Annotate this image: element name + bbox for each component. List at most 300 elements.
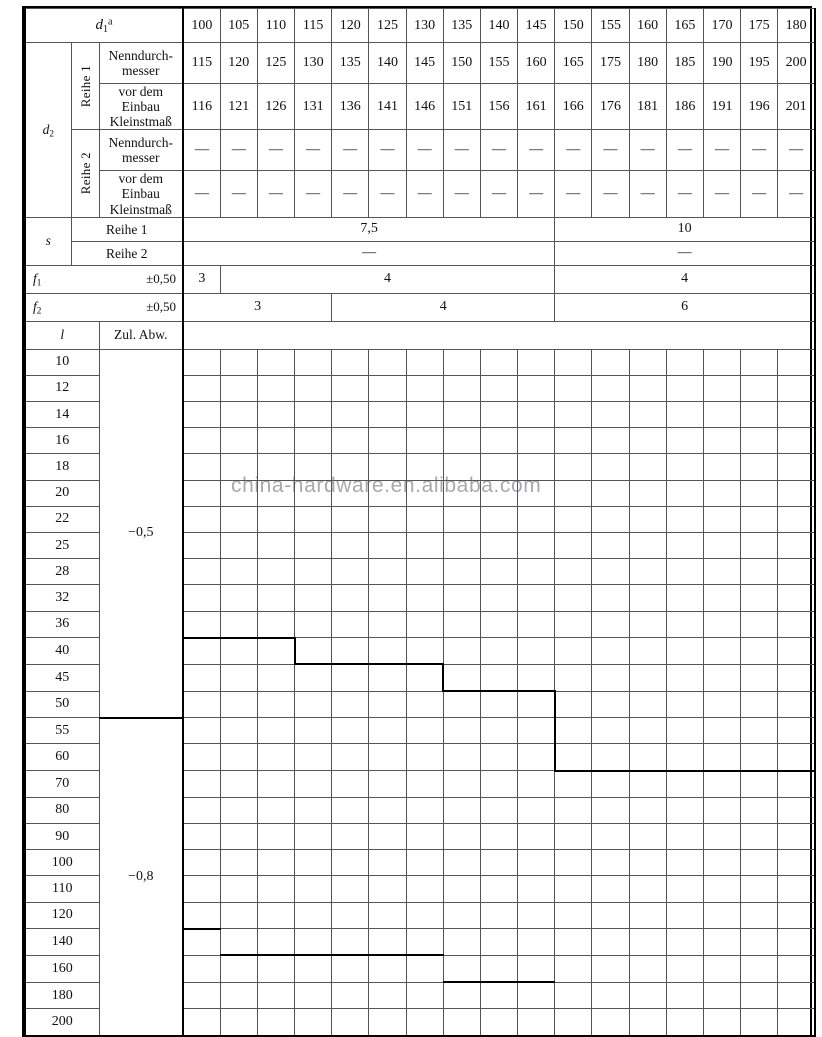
availability-cell — [295, 375, 332, 401]
availability-cell-shaded — [555, 850, 592, 876]
length-value-cell: 40 — [25, 638, 99, 665]
availability-cell — [555, 480, 592, 506]
availability-cell-shaded — [480, 824, 517, 850]
d2-reihe2-vor-dem-einbau-label: vor dem Einbau Kleinstmaß — [99, 171, 183, 217]
s-reihe2-span: — — [555, 241, 815, 265]
availability-cell — [555, 559, 592, 585]
availability-cell — [629, 611, 666, 638]
availability-cell — [220, 506, 257, 532]
availability-cell — [518, 638, 555, 665]
availability-cell — [629, 691, 666, 718]
availability-cell-shaded — [332, 797, 369, 823]
availability-cell — [443, 349, 480, 375]
d2-reihe2-vor-dem-einbau-cell: — — [666, 171, 703, 217]
availability-cell-shaded — [703, 824, 740, 850]
availability-cell — [480, 506, 517, 532]
availability-cell-shaded — [629, 797, 666, 823]
availability-cell-shaded — [666, 902, 703, 929]
availability-cell — [778, 559, 815, 585]
availability-cell — [406, 506, 443, 532]
availability-cell — [406, 559, 443, 585]
availability-cell — [257, 585, 294, 611]
availability-cell — [220, 1009, 257, 1036]
availability-cell — [703, 349, 740, 375]
availability-cell-shaded — [592, 982, 629, 1009]
availability-cell — [555, 349, 592, 375]
availability-cell — [332, 638, 369, 665]
availability-cell-shaded — [406, 797, 443, 823]
d1-value-cell: 135 — [443, 9, 480, 43]
availability-cell — [778, 744, 815, 771]
availability-cell — [666, 454, 703, 480]
availability-cell-shaded — [332, 744, 369, 771]
availability-cell-shaded — [406, 664, 443, 691]
availability-cell — [295, 982, 332, 1009]
availability-cell — [555, 638, 592, 665]
availability-cell — [295, 955, 332, 982]
availability-cell-shaded — [518, 797, 555, 823]
availability-cell-shaded — [518, 955, 555, 982]
availability-cell — [220, 955, 257, 982]
d2-reihe1-vor-dem-einbau-cell: 156 — [480, 84, 517, 130]
s-reihe1-label: Reihe 1 — [71, 217, 183, 241]
availability-cell-shaded — [257, 850, 294, 876]
availability-cell — [741, 506, 778, 532]
availability-cell-shaded — [703, 1009, 740, 1036]
length-value-cell: 25 — [25, 532, 99, 558]
availability-cell — [257, 375, 294, 401]
d2-reihe1-nenndurchmesser-cell: 115 — [183, 43, 220, 84]
availability-cell — [480, 664, 517, 691]
availability-cell-shaded — [295, 824, 332, 850]
availability-cell — [741, 480, 778, 506]
d2-reihe2-nenndurchmesser-cell: — — [183, 130, 220, 171]
availability-cell — [295, 402, 332, 428]
availability-cell — [332, 611, 369, 638]
availability-cell-shaded — [518, 771, 555, 798]
s-reihe1-span: 10 — [555, 217, 815, 241]
availability-cell — [369, 559, 406, 585]
availability-cell-shaded — [778, 824, 815, 850]
availability-cell-shaded — [183, 797, 220, 823]
availability-cell — [555, 585, 592, 611]
d2-reihe1-vor-dem-einbau-cell: 151 — [443, 84, 480, 130]
availability-cell — [555, 664, 592, 691]
availability-cell — [220, 532, 257, 558]
availability-cell-shaded — [443, 902, 480, 929]
availability-cell — [257, 532, 294, 558]
availability-cell — [406, 982, 443, 1009]
availability-cell — [518, 585, 555, 611]
d2-reihe1-nenndurchmesser-cell: 120 — [220, 43, 257, 84]
row-header-d2: $d_2$ — [25, 43, 71, 218]
availability-cell — [480, 611, 517, 638]
f1-symbol: $f_1$ — [33, 270, 42, 288]
availability-cell — [220, 480, 257, 506]
availability-cell-shaded — [666, 1009, 703, 1036]
availability-cell-shaded — [369, 664, 406, 691]
d2-reihe1-nenndurchmesser-cell: 175 — [592, 43, 629, 84]
length-value-cell: 160 — [25, 955, 99, 982]
availability-cell-shaded — [703, 876, 740, 902]
availability-cell — [183, 982, 220, 1009]
availability-cell — [443, 428, 480, 454]
availability-cell-shaded — [480, 797, 517, 823]
availability-cell-shaded — [555, 982, 592, 1009]
tolerance-group-2: −0,8 — [99, 718, 183, 1036]
availability-cell-shaded — [778, 850, 815, 876]
availability-cell-shaded — [666, 797, 703, 823]
d2-reihe1-nenndurchmesser-cell: 185 — [666, 43, 703, 84]
availability-cell — [629, 744, 666, 771]
d2-reihe1-nenndurchmesser-cell: 165 — [555, 43, 592, 84]
availability-cell — [778, 611, 815, 638]
availability-cell-shaded — [183, 638, 220, 665]
availability-cell — [406, 480, 443, 506]
availability-cell-shaded — [629, 955, 666, 982]
availability-cell-shaded — [629, 1009, 666, 1036]
availability-cell-shaded — [518, 744, 555, 771]
d1-value-cell: 180 — [778, 9, 815, 43]
availability-cell — [406, 955, 443, 982]
availability-cell — [741, 691, 778, 718]
availability-cell — [332, 982, 369, 1009]
d2-reihe2-vor-dem-einbau-cell: — — [703, 171, 740, 217]
availability-cell — [592, 349, 629, 375]
availability-cell-shaded — [443, 929, 480, 956]
availability-cell — [295, 428, 332, 454]
availability-cell-shaded — [220, 664, 257, 691]
availability-cell-shaded — [555, 824, 592, 850]
d2-reihe1-nenndurchmesser-label: Nenndurch- messer — [99, 43, 183, 84]
availability-cell — [555, 744, 592, 771]
availability-cell-shaded — [257, 824, 294, 850]
availability-cell-shaded — [443, 850, 480, 876]
availability-cell — [443, 506, 480, 532]
availability-cell — [443, 559, 480, 585]
availability-cell-shaded — [592, 797, 629, 823]
availability-cell — [443, 982, 480, 1009]
length-value-cell: 70 — [25, 771, 99, 798]
availability-cell — [592, 454, 629, 480]
availability-cell-shaded — [220, 638, 257, 665]
availability-cell — [443, 532, 480, 558]
availability-cell-shaded — [741, 850, 778, 876]
availability-cell — [369, 1009, 406, 1036]
availability-cell — [183, 611, 220, 638]
availability-cell-shaded — [555, 1009, 592, 1036]
availability-cell — [480, 982, 517, 1009]
availability-cell — [183, 506, 220, 532]
availability-cell-shaded — [183, 850, 220, 876]
availability-cell — [741, 402, 778, 428]
availability-cell — [369, 638, 406, 665]
availability-cell — [295, 1009, 332, 1036]
d1-value-cell: 100 — [183, 9, 220, 43]
s-reihe1-span: 7,5 — [183, 217, 555, 241]
availability-cell — [778, 402, 815, 428]
availability-cell — [703, 638, 740, 665]
availability-cell — [778, 506, 815, 532]
availability-cell-shaded — [332, 850, 369, 876]
d2-reihe2-group-label: Reihe 2 — [71, 130, 99, 217]
availability-cell-shaded — [220, 902, 257, 929]
availability-cell — [183, 375, 220, 401]
d2-reihe2-nenndurchmesser-cell: — — [257, 130, 294, 171]
availability-cell-shaded — [332, 718, 369, 744]
d2-reihe1-vor-dem-einbau-cell: 191 — [703, 84, 740, 130]
availability-cell-shaded — [257, 929, 294, 956]
availability-cell — [518, 375, 555, 401]
availability-cell — [369, 402, 406, 428]
availability-cell — [778, 532, 815, 558]
availability-cell-shaded — [480, 876, 517, 902]
availability-cell — [778, 691, 815, 718]
availability-cell — [703, 454, 740, 480]
availability-cell — [666, 611, 703, 638]
d2-reihe1-nenndurchmesser-cell: 155 — [480, 43, 517, 84]
availability-cell-shaded — [369, 876, 406, 902]
availability-cell-shaded — [220, 876, 257, 902]
d2-reihe2-nenndurchmesser-cell: — — [220, 130, 257, 171]
availability-cell-shaded — [257, 718, 294, 744]
availability-cell — [480, 532, 517, 558]
availability-cell-shaded — [443, 771, 480, 798]
availability-cell-shaded — [592, 771, 629, 798]
availability-cell — [369, 480, 406, 506]
availability-cell-shaded — [778, 982, 815, 1009]
availability-cell — [369, 428, 406, 454]
d1-value-cell: 170 — [703, 9, 740, 43]
availability-cell — [703, 428, 740, 454]
availability-cell — [629, 532, 666, 558]
d1-value-cell: 105 — [220, 9, 257, 43]
availability-cell-shaded — [406, 929, 443, 956]
row-header-f2 — [25, 293, 183, 321]
availability-cell — [295, 559, 332, 585]
availability-cell — [778, 718, 815, 744]
availability-cell — [592, 428, 629, 454]
d2-reihe1-vor-dem-einbau-cell: 161 — [518, 84, 555, 130]
availability-cell — [555, 611, 592, 638]
availability-cell — [518, 402, 555, 428]
availability-cell-shaded — [369, 929, 406, 956]
availability-cell — [592, 506, 629, 532]
availability-cell — [666, 480, 703, 506]
availability-cell-shaded — [257, 638, 294, 665]
length-value-cell: 140 — [25, 929, 99, 956]
availability-cell — [741, 375, 778, 401]
availability-cell-shaded — [666, 929, 703, 956]
availability-cell — [332, 532, 369, 558]
availability-cell-shaded — [629, 824, 666, 850]
availability-cell — [183, 402, 220, 428]
availability-cell — [741, 611, 778, 638]
availability-cell — [741, 585, 778, 611]
s-reihe2-label: Reihe 2 — [71, 241, 183, 265]
availability-cell-shaded — [443, 824, 480, 850]
d2-reihe2-nenndurchmesser-cell: — — [629, 130, 666, 171]
availability-cell — [369, 349, 406, 375]
availability-cell — [703, 480, 740, 506]
availability-cell-shaded — [220, 797, 257, 823]
availability-cell — [257, 559, 294, 585]
availability-cell — [183, 349, 220, 375]
availability-cell-shaded — [518, 718, 555, 744]
d2-reihe2-vor-dem-einbau-cell: — — [443, 171, 480, 217]
availability-cell-shaded — [369, 691, 406, 718]
availability-cell — [592, 664, 629, 691]
availability-cell — [703, 744, 740, 771]
standards-table-sheet — [22, 6, 812, 1037]
d2-reihe2-nenndurchmesser-cell: — — [592, 130, 629, 171]
availability-cell — [629, 506, 666, 532]
availability-cell — [332, 506, 369, 532]
availability-cell — [703, 718, 740, 744]
availability-cell — [406, 1009, 443, 1036]
availability-cell-shaded — [518, 902, 555, 929]
availability-cell — [369, 375, 406, 401]
availability-cell-shaded — [183, 876, 220, 902]
d2-reihe2-vor-dem-einbau-cell: — — [183, 171, 220, 217]
availability-cell — [295, 349, 332, 375]
availability-cell — [518, 664, 555, 691]
availability-cell-shaded — [666, 824, 703, 850]
availability-cell — [666, 559, 703, 585]
availability-cell — [183, 929, 220, 956]
availability-cell-shaded — [406, 824, 443, 850]
d2-reihe1-vor-dem-einbau-cell: 121 — [220, 84, 257, 130]
d2-reihe1-vor-dem-einbau-cell: 141 — [369, 84, 406, 130]
row-header-d1: $d_1^a$ — [25, 9, 183, 43]
availability-cell — [666, 349, 703, 375]
availability-cell — [220, 585, 257, 611]
availability-cell — [555, 428, 592, 454]
d1-value-cell: 140 — [480, 9, 517, 43]
availability-cell — [666, 532, 703, 558]
availability-cell — [703, 375, 740, 401]
availability-cell-shaded — [703, 771, 740, 798]
availability-cell — [332, 454, 369, 480]
availability-cell-shaded — [666, 771, 703, 798]
d2-reihe2-vor-dem-einbau-cell: — — [629, 171, 666, 217]
availability-cell — [518, 611, 555, 638]
availability-cell-shaded — [443, 876, 480, 902]
availability-cell — [257, 982, 294, 1009]
availability-cell-shaded — [369, 824, 406, 850]
availability-cell — [480, 1009, 517, 1036]
length-value-cell: 16 — [25, 428, 99, 454]
d2-reihe2-vor-dem-einbau-cell: — — [480, 171, 517, 217]
availability-cell — [480, 480, 517, 506]
availability-cell — [703, 664, 740, 691]
availability-cell-shaded — [257, 902, 294, 929]
d2-reihe2-nenndurchmesser-cell: — — [518, 130, 555, 171]
availability-cell-shaded — [629, 876, 666, 902]
availability-cell — [332, 1009, 369, 1036]
availability-cell — [703, 559, 740, 585]
availability-cell — [666, 585, 703, 611]
d2-reihe1-vor-dem-einbau-cell: 201 — [778, 84, 815, 130]
tolerance-group-1: −0,5 — [99, 349, 183, 718]
f1-tolerance: ±0,50 — [146, 271, 176, 287]
availability-cell — [741, 664, 778, 691]
availability-cell — [555, 691, 592, 718]
d2-reihe2-nenndurchmesser-cell: — — [332, 130, 369, 171]
availability-cell-shaded — [518, 929, 555, 956]
availability-cell — [480, 454, 517, 480]
availability-cell — [741, 638, 778, 665]
availability-cell — [443, 454, 480, 480]
availability-cell-shaded — [480, 902, 517, 929]
availability-cell — [629, 559, 666, 585]
availability-cell-shaded — [629, 929, 666, 956]
d2-reihe1-vor-dem-einbau-cell: 136 — [332, 84, 369, 130]
availability-cell — [332, 559, 369, 585]
availability-cell — [480, 559, 517, 585]
availability-cell-shaded — [555, 902, 592, 929]
availability-cell-shaded — [592, 824, 629, 850]
availability-cell — [257, 506, 294, 532]
d2-reihe2-vor-dem-einbau-cell: — — [220, 171, 257, 217]
availability-cell — [666, 375, 703, 401]
availability-cell — [183, 1009, 220, 1036]
availability-cell-shaded — [778, 1009, 815, 1036]
availability-cell — [220, 402, 257, 428]
availability-cell — [518, 480, 555, 506]
availability-cell-shaded — [741, 982, 778, 1009]
d2-reihe1-nenndurchmesser-cell: 145 — [406, 43, 443, 84]
availability-cell-shaded — [443, 797, 480, 823]
d1-value-cell: 130 — [406, 9, 443, 43]
availability-cell-shaded — [257, 797, 294, 823]
availability-cell-shaded — [592, 1009, 629, 1036]
availability-cell-shaded — [332, 771, 369, 798]
availability-cell — [295, 611, 332, 638]
availability-cell — [778, 480, 815, 506]
availability-cell — [741, 532, 778, 558]
availability-cell-shaded — [406, 691, 443, 718]
length-value-cell: 50 — [25, 691, 99, 718]
availability-cell-shaded — [220, 744, 257, 771]
d1-value-cell: 115 — [295, 9, 332, 43]
availability-cell — [703, 402, 740, 428]
availability-cell-shaded — [443, 955, 480, 982]
availability-cell — [778, 664, 815, 691]
availability-cell-shaded — [369, 902, 406, 929]
availability-cell — [369, 585, 406, 611]
availability-cell-shaded — [555, 876, 592, 902]
d2-reihe2-vor-dem-einbau-cell: — — [592, 171, 629, 217]
d1-value-cell: 175 — [741, 9, 778, 43]
d2-reihe2-nenndurchmesser-cell: — — [778, 130, 815, 171]
length-value-cell: 180 — [25, 982, 99, 1009]
availability-cell — [629, 718, 666, 744]
availability-cell — [480, 402, 517, 428]
availability-cell — [332, 585, 369, 611]
availability-cell — [592, 532, 629, 558]
availability-cell — [592, 744, 629, 771]
availability-cell — [257, 1009, 294, 1036]
availability-cell — [406, 611, 443, 638]
availability-cell-shaded — [629, 850, 666, 876]
availability-cell-shaded — [666, 955, 703, 982]
availability-cell-shaded — [220, 691, 257, 718]
availability-cell — [257, 955, 294, 982]
availability-cell-shaded — [480, 850, 517, 876]
availability-cell — [741, 454, 778, 480]
availability-cell-shaded — [666, 876, 703, 902]
